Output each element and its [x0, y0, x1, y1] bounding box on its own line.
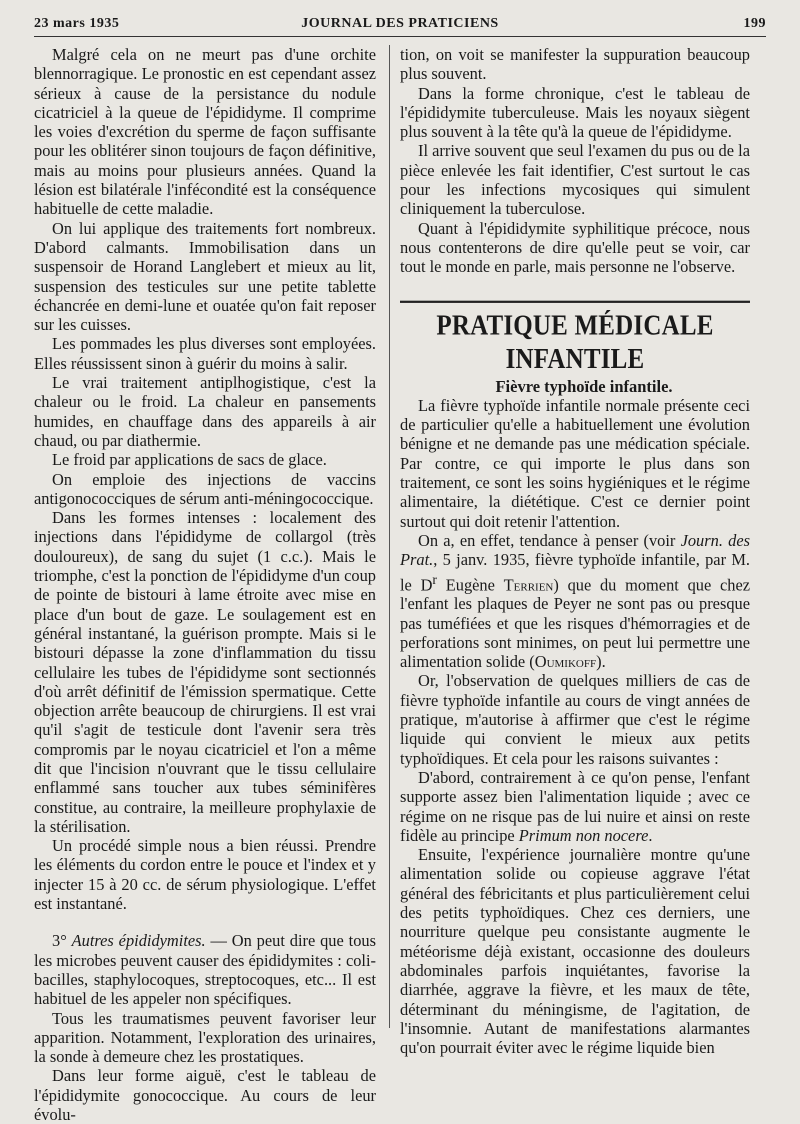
paragraph: Les pommades les plus diverses sont employées. Elles réussissent sinon à guérir du moins à salir.: [34, 334, 376, 373]
author-name: Terrien: [503, 575, 554, 594]
citation-journal: Journ. des Prat.: [400, 530, 750, 570]
journal-name: JOURNAL DES PRATICIENS: [301, 16, 499, 31]
article-title: Fièvre typhoïde infantile.: [495, 376, 673, 396]
paragraph: Malgré cela on ne meurt pas d'une orchite blennorragique. Le pronostic en est cependant assez sérieux à cause de la persistance du nodule cicatriciel à la queue de l'épididyme. Il comprime les voies d'excrétion du sperme de façon suffisante pour les oblitérer sinon toujours de façon définitive, mais au moins pour plusieurs années. Quand la lésion est bilatérale l'infécondité est la conséquence habituelle de cette maladie.: [34, 45, 376, 219]
paragraph: Quant à l'épididymite syphilitique précoce, nous nous contenterons de dire qu'elle peut se voir, car tout le monde en parle, mais personne ne l'observe.: [400, 218, 750, 277]
paragraph: Dans la forme chronique, c'est le tableau de l'épididymite tuberculeuse. Mais les noyaux siègent plus souvent à la tête qu'à la queue de l'épididyme.: [400, 83, 750, 142]
paragraph: Ensuite, l'expérience journalière montre qu'une alimentation solide ou copieuse aggrave l'état général des fébricitants et plus particulièrement celui des petits typhoïdiques. Chez ces derniers, une nourriture quelque peu consistante augmente le météorisme déjà existant, occasionne des douleurs abdominales parfois inquiétantes, favorise la diarrhée, aggrave la fièvre, et les maux de tête, déterminant du méningisme, de l'agitation, de l'insomnie. Autant de manifestations alarmantes qu'on pourrait éviter avec le régime liquide bien: [400, 845, 750, 1058]
paragraph: Le vrai traitement antiplhogistique, c'est la chaleur ou le froid. La chaleur en pansements humides, en chauffage dans des appareils à air chaud, ou par diathermie.: [34, 373, 376, 450]
paragraph: Le froid par applications de sacs de glace.: [52, 450, 327, 470]
column-rule: [389, 45, 390, 1028]
paragraph: Tous les traumatismes peuvent favoriser leur apparition. Notamment, l'exploration des urinaires, la sonde à demeure chez les prostatiques.: [34, 1008, 376, 1067]
paragraph: [400, 768, 750, 845]
paragraph: Il arrive souvent que seul l'examen du pus ou de la pièce enlevée les fait identifier, C'est surtout le cas pour les infections mycosiques qui simulent cliniquement la tuberculose.: [400, 141, 750, 219]
paragraph: Dans leur forme aiguë, c'est le tableau de l'épididymite gonococcique. Au cours de leur évolu-: [34, 1066, 376, 1124]
author-name: Oumikoff: [534, 652, 597, 672]
text-run: , 5 janv. 1935, fièvre typhoïde infantile, par M. le D: [400, 550, 750, 594]
right-column: [400, 45, 750, 1057]
left-column: [34, 45, 376, 1124]
text-run: Eugène: [436, 575, 504, 594]
paragraph: [400, 531, 750, 672]
paragraph: Un procédé simple nous a bien réussi. Prendre les éléments du cordon entre le pouce et l'index et y injecter 15 à 20 cc. de sérum physiologique. L'effet est instantané.: [34, 836, 376, 914]
subsection-paragraph: [34, 931, 376, 1008]
running-header: [34, 14, 766, 34]
paragraph: Or, l'observation de quelques milliers de cas de fièvre typhoïde infantile au cours de vingt années de pratique, m'autorise à affirmer que c'est le régime liquide qui convient le mieux aux petits typhoïdiques. Et cela pour les raisons suivantes :: [400, 671, 750, 768]
header-rule: [34, 36, 766, 37]
text-run: On a, en effet, tendance à penser (voir: [418, 530, 681, 550]
text-run: ) que du moment que chez l'enfant les plaques de Peyer ne sont pas ou presque pas tuméfiées et que les risques d'hémorragies et de perforations sont minimes, on peut lui permettre une alimentation solide (: [400, 575, 751, 672]
paragraph: tion, on voit se manifester la suppuration beaucoup plus souvent.: [400, 45, 750, 84]
paragraph: La fièvre typhoïde infantile normale présente ceci de particulier qu'elle a habituellement une évolution bénigne et ne demande pas une médication spéciale. Par contre, ce qui importe le plus dans son traitement, ce sont les soins hygiéniques et le régime alimentaire, la diététique. C'est ce dernier point surtout qui doit retenir l'attention.: [400, 395, 750, 531]
subsection-text: — On peut dire que tous les microbes peuvent causer des épididymites : coli-bacilles, staphylocoques, streptocoques, etc... Il est habituel de les appeler non spécifiques.: [34, 931, 376, 1009]
subsection-title: Autres épididymites.: [71, 931, 206, 951]
paragraph: On lui applique des traitements fort nombreux. D'abord calmants. Immobilisation dans un suspensoir de Horand Langlebert et mieux au lit, suspension des testicules sur une petite tablette échancrée en demi-lune et ouatée qu'on fait reposer sur les cuisses.: [34, 218, 376, 335]
text-run: ).: [596, 652, 606, 672]
page-number: 199: [743, 16, 766, 31]
paragraph: On emploie des injections de vaccins antigonococciques de sérum anti-méningococcique.: [34, 469, 376, 508]
paragraph: Dans les formes intenses : localement des injections dans l'épididyme de collargol (très douloureux), de sang du sujet (1 c.c.). Mais le triomphe, c'est la ponction de l'épididyme d'un coup de pointe de bistouri à lame étroite avec mise en place d'un bout de gaze. Le soulagement est en général instantané, la guérison prompte. Mais si le bistouri dépasse la zone d'inflammation du tissu cellulaire les tubes de l'épididyme sont sectionnés d'où arrêt définitif de l'émission spermatique. Cette objection arrête beaucoup de chirurgiens. Il est vrai qu'il s'agit de testicule dont l'avenir sera très compromis par le noyau cicatriciel et l'on a même dit que l'incision n'ouvrant que le tissu cellulaire enflammé sans toucher aux tubes séminifères constitue, au contraire, la meilleure prophylaxie de la stérilisation.: [34, 508, 376, 836]
text-run: D'abord, contrairement à ce qu'on pense, l'enfant supporte assez bien l'alimentation liquide ; avec ce régime on ne risque pas de lui nuire et ainsi on reste fidèle au principe: [400, 767, 750, 845]
latin-maxim: Primum non nocere: [518, 825, 649, 845]
text-run: .: [648, 825, 653, 845]
section-title: PRATIQUE MÉDICALE INFANTILE: [400, 300, 750, 381]
issue-date: 23 mars 1935: [34, 16, 120, 31]
superscript: r: [432, 571, 437, 587]
subsection-number: 3°: [52, 931, 72, 951]
